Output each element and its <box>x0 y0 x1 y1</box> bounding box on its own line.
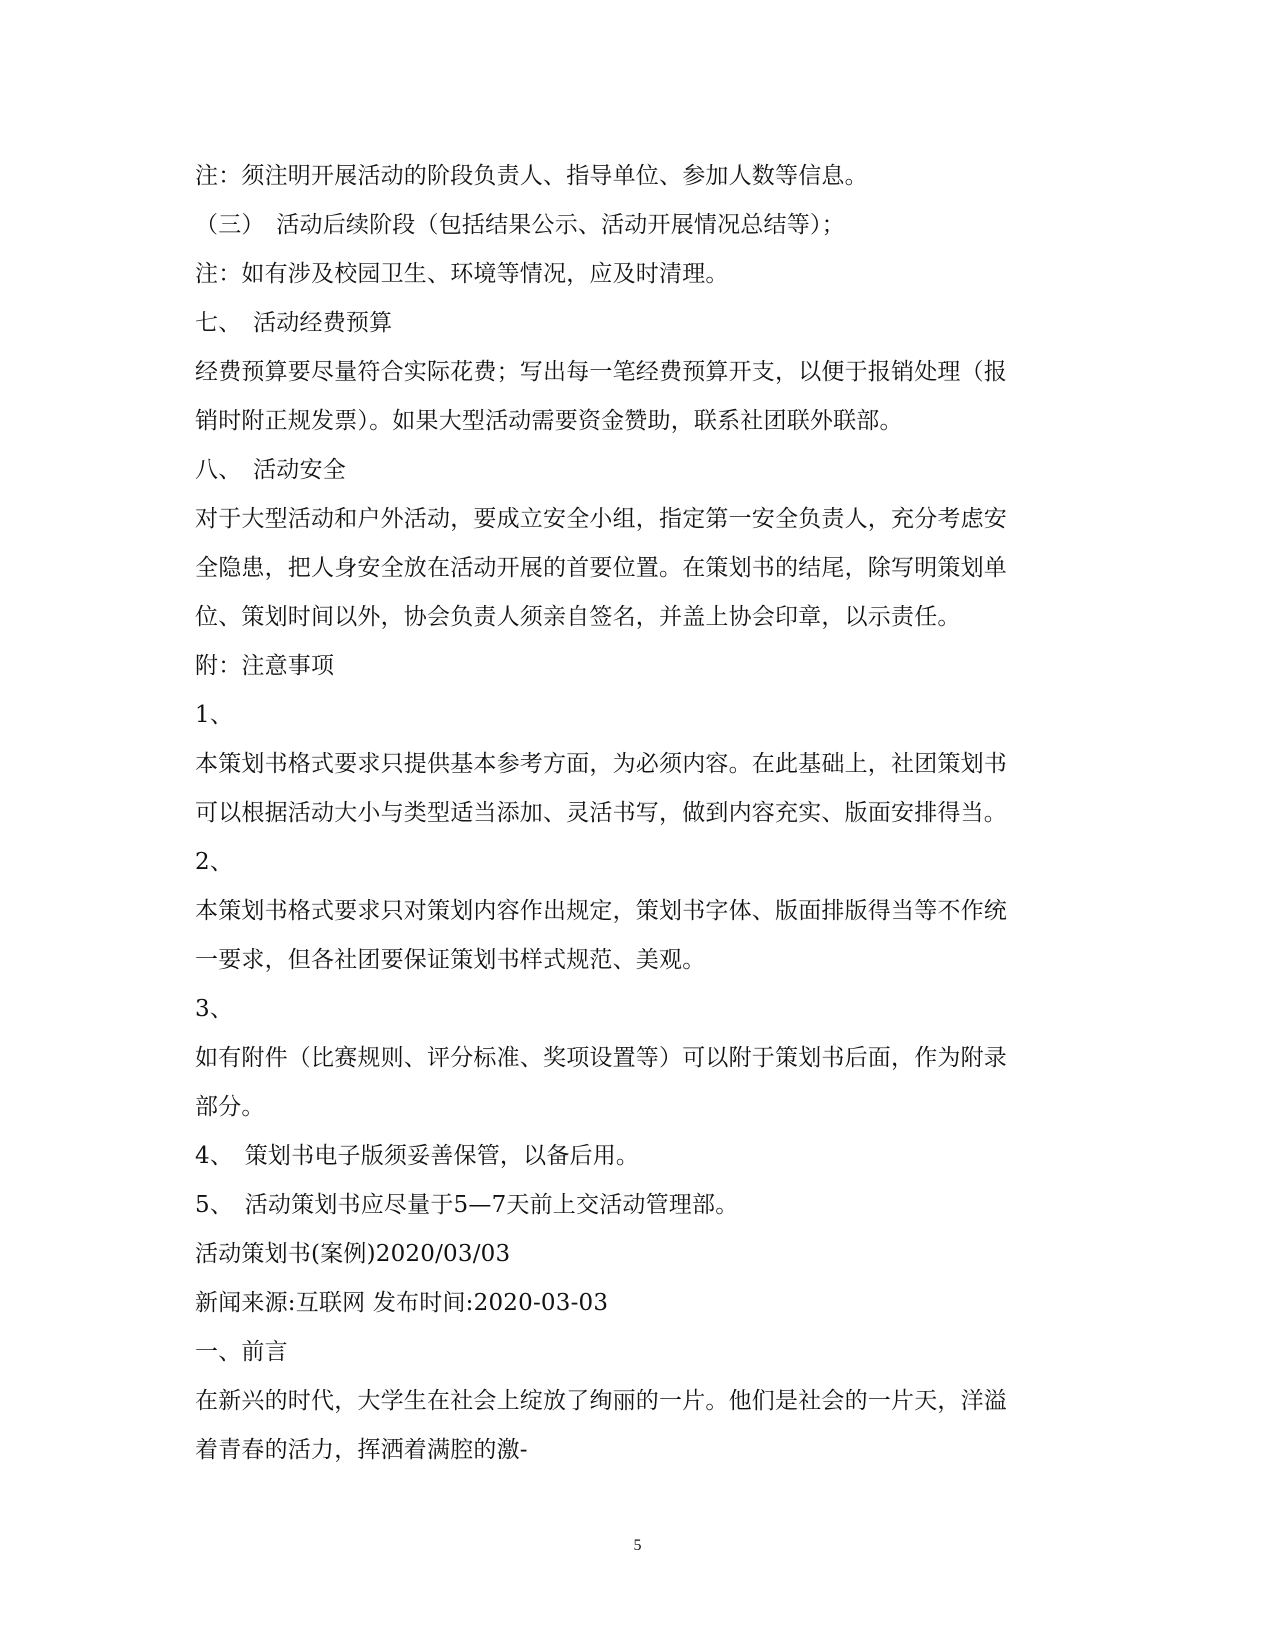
note-1-line-2: 可以根据活动大小与类型适当添加、灵活书写，做到内容充实、版面安排得当。 <box>195 800 1007 826</box>
note-1-line-1: 本策划书格式要求只提供基本参考方面，为必须内容。在此基础上，社团策划书 <box>195 751 1007 777</box>
preface-line-1: 在新兴的时代，大学生在社会上绽放了绚丽的一片。他们是社会的一片天，洋溢 <box>195 1388 1007 1414</box>
note-4: 4、 策划书电子版须妥善保管，以备后用。 <box>195 1143 640 1169</box>
heading-safety: 八、 活动安全 <box>195 457 346 483</box>
heading-notes: 附：注意事项 <box>195 653 335 679</box>
paragraph-budget-line-1: 经费预算要尽量符合实际花费；写出每一笔经费预算开支，以便于报销处理（报 <box>195 359 1007 385</box>
paragraph-safety-line-2: 全隐患，把人身安全放在活动开展的首要位置。在策划书的结尾，除写明策划单 <box>195 555 1007 581</box>
note-2-line-2: 一要求，但各社团要保证策划书样式规范、美观。 <box>195 947 706 973</box>
list-marker-1: 1、 <box>195 702 234 728</box>
preface-line-2: 着青春的活力，挥洒着满腔的激- <box>195 1437 528 1463</box>
heading-budget: 七、 活动经费预算 <box>195 310 393 336</box>
note-5: 5、 活动策划书应尽量于5—7天前上交活动管理部。 <box>195 1192 739 1218</box>
paragraph-safety-line-3: 位、策划时间以外，协会负责人须亲自签名，并盖上协会印章，以示责任。 <box>195 604 961 630</box>
note-3-line-2: 部分。 <box>195 1094 265 1120</box>
document-body <box>195 152 1075 1475</box>
paragraph-safety-line-1: 对于大型活动和户外活动，要成立安全小组，指定第一安全负责人，充分考虑安 <box>195 506 1007 532</box>
note-campus-hygiene: 注：如有涉及校园卫生、环境等情况，应及时清理。 <box>195 261 729 287</box>
note-stage-info: 注：须注明开展活动的阶段负责人、指导单位、参加人数等信息。 <box>195 163 868 189</box>
case-title: 活动策划书(案例)2020/03/03 <box>195 1241 511 1267</box>
list-marker-2: 2、 <box>195 849 234 875</box>
paragraph-budget-line-2: 销时附正规发票）。如果大型活动需要资金赞助，联系社团联外联部。 <box>195 408 903 434</box>
page-number: 5 <box>633 1537 642 1554</box>
note-3-line-1: 如有附件（比赛规则、评分标准、奖项设置等）可以附于策划书后面，作为附录 <box>195 1045 1007 1071</box>
note-2-line-1: 本策划书格式要求只对策划内容作出规定，策划书字体、版面排版得当等不作统 <box>195 898 1007 924</box>
news-source: 新闻来源:互联网 发布时间:2020-03-03 <box>195 1290 609 1316</box>
list-marker-3: 3、 <box>195 996 234 1022</box>
heading-preface: 一、前言 <box>195 1339 288 1365</box>
subheading-follow-up-stage: （三） 活动后续阶段（包括结果公示、活动开展情况总结等）； <box>195 212 845 238</box>
